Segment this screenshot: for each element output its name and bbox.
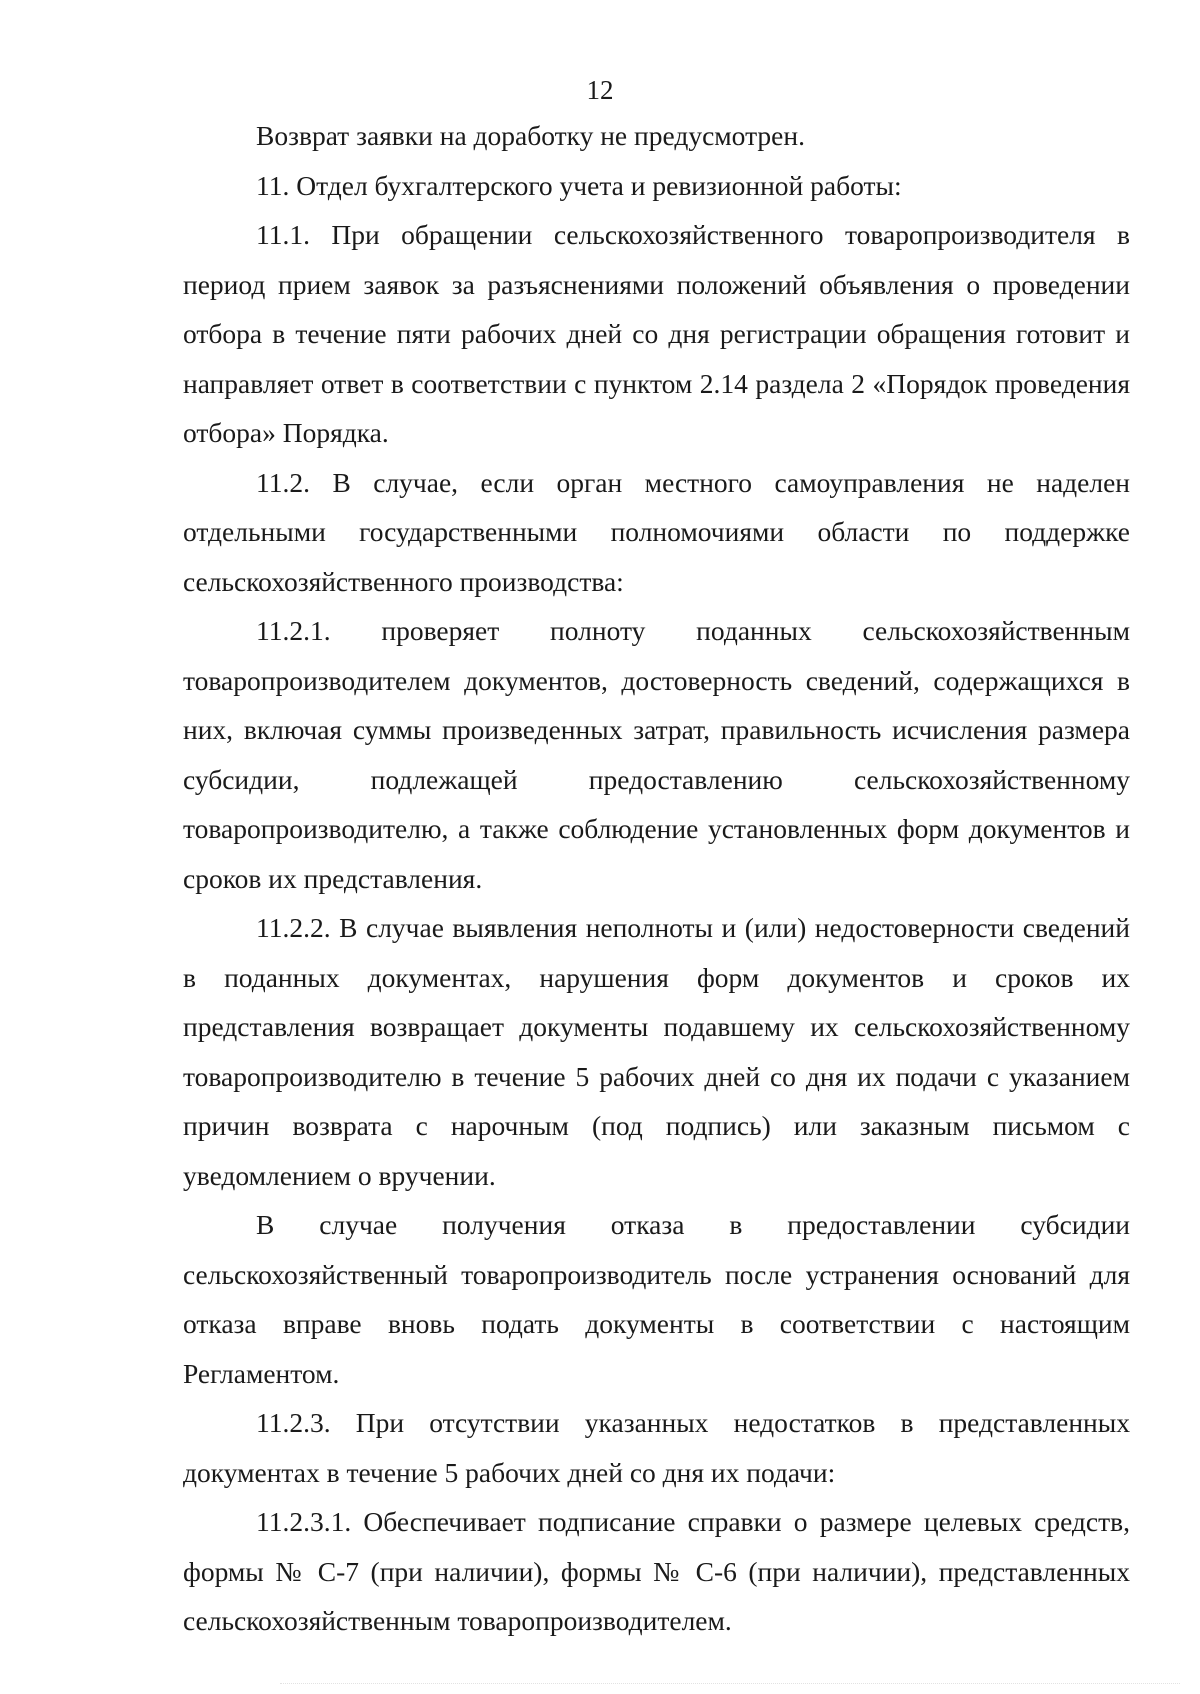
paragraph-11-1: 11.1. При обращении сельскохозяйственного товаропроизводителя в период прием заявок за разъяснениями положений объявления о проведении отбора в течение пяти рабочих дней со дня регистрации обращения готовит и направляет ответ в соответствии с пунктом 2.14 раздела 2 «Порядок проведения отбора» Порядка. xyxy=(183,219,1130,448)
paragraph-11-2: 11.2. В случае, если орган местного самоуправления не наделен отдельными государственными полномочиями области по поддержке сельскохозяйственного производства: xyxy=(183,466,1130,597)
paragraph-11-2-2: 11.2.2. В случае выявления неполноты и (или) недостоверности сведений в поданных документах, нарушения форм документов и сроков их представления возвращает документы подавшему их сельскохозяйственному товаропроизводителю в течение 5 рабочих дней со дня их подачи с указанием причин возврата с нарочным (под подпись) или заказным письмом с уведомлением о вручении. xyxy=(183,912,1130,1191)
paragraph-11-2-3-1: 11.2.3.1. Обеспечивает подписание справки о размере целевых средств, формы № С-7 (при наличии), формы № С-6 (при наличии), представленных сельскохозяйственным товаропроизводителем. xyxy=(183,1506,1130,1636)
paragraph-11-2-3: 11.2.3. При отсутствии указанных недостатков в представленных документах в течение 5 рабочих дней со дня их подачи: xyxy=(183,1407,1130,1488)
paragraph-return-not-provided: Возврат заявки на доработку не предусмотрен. xyxy=(256,120,805,151)
paragraph-section-11: 11. Отдел бухгалтерского учета и ревизионной работы: xyxy=(256,169,902,201)
paragraph-11-2-1: 11.2.1. проверяет полноту поданных сельскохозяйственным товаропроизводителем документов, достоверность сведений, содержащихся в них, включая суммы произведенных затрат, правильность исчисления размера субсидии, подлежащей предоставлению сельскохозяйственному товаропроизводителю, а также соблюдение установленных форм документов и сроков их представления. xyxy=(183,615,1130,894)
paragraph-refusal: В случае получения отказа в предоставлении субсидии сельскохозяйственный товаропроизводитель после устранения оснований для отказа вправе вновь подать документы в соответствии с настоящим Регламентом. xyxy=(183,1209,1130,1389)
scan-edge-marks xyxy=(280,1683,1180,1690)
page-number: 12 xyxy=(586,75,614,105)
document-body xyxy=(183,111,1130,1646)
